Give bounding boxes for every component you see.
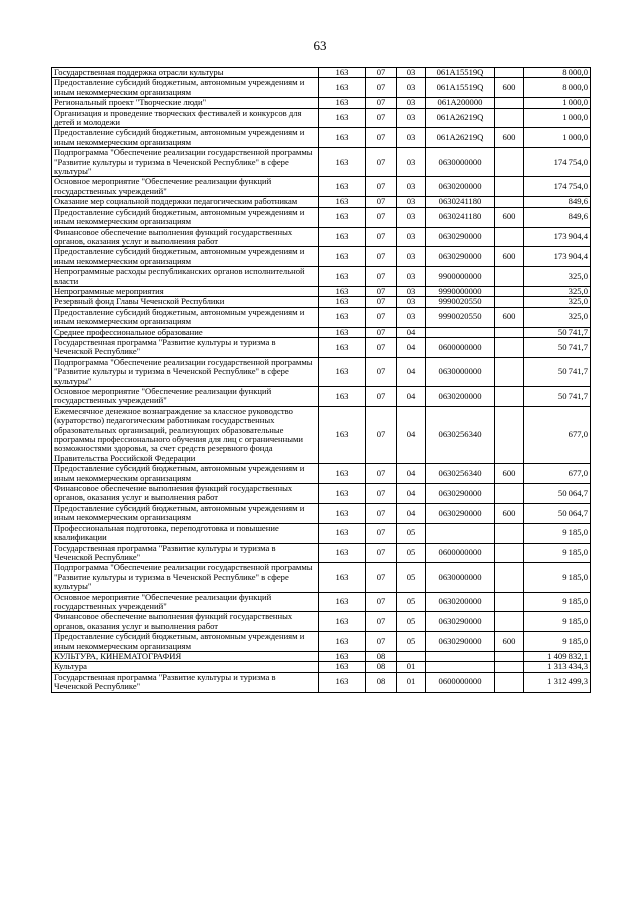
row-amount: 50 741,7 bbox=[524, 387, 591, 407]
row-target-article-code: 0630000000 bbox=[426, 563, 495, 592]
row-target-article-code: 9990020550 bbox=[426, 297, 495, 307]
row-ministry-code: 163 bbox=[319, 543, 366, 563]
row-target-article-code: 0630290000 bbox=[426, 612, 495, 632]
row-amount: 1 000,0 bbox=[524, 128, 591, 148]
table-row bbox=[52, 484, 591, 504]
row-expense-type-code bbox=[495, 612, 524, 632]
row-subsection-code: 03 bbox=[397, 108, 426, 128]
row-amount: 849,6 bbox=[524, 207, 591, 227]
row-subsection-code: 03 bbox=[397, 177, 426, 197]
row-section-code: 07 bbox=[366, 543, 397, 563]
table-row bbox=[52, 78, 591, 98]
row-ministry-code: 163 bbox=[319, 267, 366, 287]
row-amount: 849,6 bbox=[524, 197, 591, 207]
row-subsection-code: 05 bbox=[397, 612, 426, 632]
row-section-code: 07 bbox=[366, 148, 397, 177]
row-name: Подпрограмма "Обеспечение реализации государственной программы "Развитие культуры и туризма в Чеченской Республике" в сфере культуры" bbox=[52, 563, 319, 592]
table-row bbox=[52, 337, 591, 357]
row-ministry-code: 163 bbox=[319, 672, 366, 692]
row-section-code: 07 bbox=[366, 247, 397, 267]
row-target-article-code bbox=[426, 651, 495, 661]
row-expense-type-code: 600 bbox=[495, 464, 524, 484]
row-expense-type-code bbox=[495, 177, 524, 197]
row-ministry-code: 163 bbox=[319, 197, 366, 207]
row-section-code: 07 bbox=[366, 98, 397, 108]
row-target-article-code bbox=[426, 523, 495, 543]
row-amount: 9 185,0 bbox=[524, 592, 591, 612]
row-target-article-code: 0630200000 bbox=[426, 592, 495, 612]
table-row bbox=[52, 503, 591, 523]
row-subsection-code: 03 bbox=[397, 207, 426, 227]
table-row bbox=[52, 207, 591, 227]
row-expense-type-code bbox=[495, 197, 524, 207]
row-name: Государственная программа "Развитие культуры и туризма в Чеченской Республике" bbox=[52, 337, 319, 357]
row-expense-type-code bbox=[495, 327, 524, 337]
row-ministry-code: 163 bbox=[319, 523, 366, 543]
row-section-code: 07 bbox=[366, 632, 397, 652]
row-section-code: 07 bbox=[366, 267, 397, 287]
row-ministry-code: 163 bbox=[319, 68, 366, 78]
row-subsection-code: 03 bbox=[397, 68, 426, 78]
row-expense-type-code bbox=[495, 563, 524, 592]
row-name: Непрограммные расходы республиканских органов исполнительной власти bbox=[52, 267, 319, 287]
row-name: Финансовое обеспечение выполнения функций государственных органов, оказания услуг и выполнения работ bbox=[52, 484, 319, 504]
row-expense-type-code: 600 bbox=[495, 247, 524, 267]
row-ministry-code: 163 bbox=[319, 207, 366, 227]
row-target-article-code: 0630000000 bbox=[426, 357, 495, 386]
table-row bbox=[52, 128, 591, 148]
row-amount: 9 185,0 bbox=[524, 632, 591, 652]
row-target-article-code: 9990000000 bbox=[426, 286, 495, 296]
table-row bbox=[52, 632, 591, 652]
row-ministry-code: 163 bbox=[319, 128, 366, 148]
row-amount: 1 000,0 bbox=[524, 98, 591, 108]
row-section-code: 07 bbox=[366, 387, 397, 407]
row-expense-type-code bbox=[495, 98, 524, 108]
table-row bbox=[52, 651, 591, 661]
row-target-article-code: 0630290000 bbox=[426, 484, 495, 504]
row-section-code: 07 bbox=[366, 464, 397, 484]
row-target-article-code bbox=[426, 327, 495, 337]
row-amount: 325,0 bbox=[524, 297, 591, 307]
table-row bbox=[52, 286, 591, 296]
row-subsection-code: 04 bbox=[397, 337, 426, 357]
table-row bbox=[52, 197, 591, 207]
row-ministry-code: 163 bbox=[319, 337, 366, 357]
row-expense-type-code bbox=[495, 387, 524, 407]
row-name: Предоставление субсидий бюджетным, автономным учреждениям и иным некоммерческим организациям bbox=[52, 307, 319, 327]
row-ministry-code: 163 bbox=[319, 148, 366, 177]
row-name: Предоставление субсидий бюджетным, автономным учреждениям и иным некоммерческим организациям bbox=[52, 247, 319, 267]
row-name: Основное мероприятие "Обеспечение реализации функций государственных учреждений" bbox=[52, 387, 319, 407]
row-section-code: 07 bbox=[366, 357, 397, 386]
row-name: Государственная программа "Развитие культуры и туризма в Чеченской Республике" bbox=[52, 543, 319, 563]
row-amount: 325,0 bbox=[524, 267, 591, 287]
row-name: Предоставление субсидий бюджетным, автономным учреждениям и иным некоммерческим организациям bbox=[52, 207, 319, 227]
row-expense-type-code: 600 bbox=[495, 207, 524, 227]
row-amount: 677,0 bbox=[524, 464, 591, 484]
row-target-article-code: 0600000000 bbox=[426, 672, 495, 692]
row-name: Финансовое обеспечение выполнения функций государственных органов, оказания услуг и выполнения работ bbox=[52, 227, 319, 247]
row-expense-type-code bbox=[495, 267, 524, 287]
row-section-code: 07 bbox=[366, 484, 397, 504]
row-subsection-code: 01 bbox=[397, 662, 426, 672]
budget-table bbox=[51, 67, 591, 693]
table-row bbox=[52, 662, 591, 672]
row-amount: 1 000,0 bbox=[524, 108, 591, 128]
row-expense-type-code bbox=[495, 592, 524, 612]
row-name: Предоставление субсидий бюджетным, автономным учреждениям и иным некоммерческим организациям bbox=[52, 128, 319, 148]
row-subsection-code: 04 bbox=[397, 406, 426, 463]
row-amount: 173 904,4 bbox=[524, 247, 591, 267]
row-ministry-code: 163 bbox=[319, 108, 366, 128]
row-amount: 325,0 bbox=[524, 307, 591, 327]
row-subsection-code: 03 bbox=[397, 197, 426, 207]
row-name: Ежемесячное денежное вознаграждение за классное руководство (кураторство) педагогическим работникам государственных образовательных организаций, реализующих образовательные программы профессионального обучения для лиц с ограниченными возможностями здоровья, за счет средств резервного фонда Правительства Российской Федерации bbox=[52, 406, 319, 463]
row-ministry-code: 163 bbox=[319, 662, 366, 672]
row-target-article-code: 0630200000 bbox=[426, 177, 495, 197]
table-row bbox=[52, 387, 591, 407]
row-amount: 8 000,0 bbox=[524, 68, 591, 78]
row-ministry-code: 163 bbox=[319, 464, 366, 484]
table-row bbox=[52, 267, 591, 287]
row-expense-type-code bbox=[495, 662, 524, 672]
row-target-article-code: 061A15519Q bbox=[426, 78, 495, 98]
row-subsection-code: 05 bbox=[397, 632, 426, 652]
row-subsection-code: 04 bbox=[397, 327, 426, 337]
row-name: Основное мероприятие "Обеспечение реализации функций государственных учреждений" bbox=[52, 592, 319, 612]
row-ministry-code: 163 bbox=[319, 612, 366, 632]
row-subsection-code: 03 bbox=[397, 227, 426, 247]
row-section-code: 07 bbox=[366, 327, 397, 337]
row-amount: 1 409 832,1 bbox=[524, 651, 591, 661]
row-amount: 9 185,0 bbox=[524, 543, 591, 563]
row-amount: 1 312 499,3 bbox=[524, 672, 591, 692]
table-row bbox=[52, 68, 591, 78]
row-expense-type-code bbox=[495, 484, 524, 504]
row-name: Оказание мер социальной поддержки педагогическим работникам bbox=[52, 197, 319, 207]
row-name: Финансовое обеспечение выполнения функций государственных органов, оказания услуг и выполнения работ bbox=[52, 612, 319, 632]
table-row bbox=[52, 177, 591, 197]
row-expense-type-code bbox=[495, 543, 524, 563]
row-section-code: 07 bbox=[366, 177, 397, 197]
table-row bbox=[52, 523, 591, 543]
row-subsection-code: 03 bbox=[397, 297, 426, 307]
row-subsection-code: 04 bbox=[397, 484, 426, 504]
page-number: 63 bbox=[313, 38, 327, 53]
row-ministry-code: 163 bbox=[319, 227, 366, 247]
row-expense-type-code bbox=[495, 651, 524, 661]
table-row bbox=[52, 247, 591, 267]
row-section-code: 07 bbox=[366, 592, 397, 612]
row-subsection-code: 03 bbox=[397, 148, 426, 177]
row-subsection-code: 03 bbox=[397, 98, 426, 108]
row-subsection-code: 03 bbox=[397, 267, 426, 287]
row-subsection-code: 03 bbox=[397, 78, 426, 98]
row-amount: 325,0 bbox=[524, 286, 591, 296]
table-row bbox=[52, 297, 591, 307]
row-name: Основное мероприятие "Обеспечение реализации функций государственных учреждений" bbox=[52, 177, 319, 197]
row-section-code: 07 bbox=[366, 207, 397, 227]
row-expense-type-code bbox=[495, 68, 524, 78]
row-target-article-code: 0630256340 bbox=[426, 406, 495, 463]
row-amount: 173 904,4 bbox=[524, 227, 591, 247]
row-amount: 50 064,7 bbox=[524, 484, 591, 504]
row-subsection-code: 03 bbox=[397, 286, 426, 296]
table-row bbox=[52, 672, 591, 692]
row-name: Резервный фонд Главы Чеченской Республики bbox=[52, 297, 319, 307]
row-target-article-code: 061A200000 bbox=[426, 98, 495, 108]
row-name: Среднее профессиональное образование bbox=[52, 327, 319, 337]
row-expense-type-code bbox=[495, 286, 524, 296]
row-section-code: 07 bbox=[366, 307, 397, 327]
row-amount: 8 000,0 bbox=[524, 78, 591, 98]
row-target-article-code: 9990020550 bbox=[426, 307, 495, 327]
row-subsection-code: 01 bbox=[397, 672, 426, 692]
row-subsection-code: 04 bbox=[397, 387, 426, 407]
row-ministry-code: 163 bbox=[319, 286, 366, 296]
row-section-code: 07 bbox=[366, 523, 397, 543]
row-section-code: 07 bbox=[366, 197, 397, 207]
table-row bbox=[52, 592, 591, 612]
row-amount: 9 185,0 bbox=[524, 612, 591, 632]
row-name: КУЛЬТУРА, КИНЕМАТОГРАФИЯ bbox=[52, 651, 319, 661]
row-expense-type-code bbox=[495, 523, 524, 543]
row-expense-type-code bbox=[495, 672, 524, 692]
table-row bbox=[52, 563, 591, 592]
row-amount: 174 754,0 bbox=[524, 177, 591, 197]
row-name: Предоставление субсидий бюджетным, автономным учреждениям и иным некоммерческим организациям bbox=[52, 78, 319, 98]
row-section-code: 07 bbox=[366, 503, 397, 523]
row-amount: 174 754,0 bbox=[524, 148, 591, 177]
row-name: Подпрограмма "Обеспечение реализации государственной программы "Развитие культуры и туризма в Чеченской Республике" в сфере культуры" bbox=[52, 148, 319, 177]
row-subsection-code: 04 bbox=[397, 503, 426, 523]
table-row bbox=[52, 327, 591, 337]
row-target-article-code: 9900000000 bbox=[426, 267, 495, 287]
row-section-code: 07 bbox=[366, 563, 397, 592]
table-row bbox=[52, 108, 591, 128]
row-target-article-code: 0630256340 bbox=[426, 464, 495, 484]
row-name: Культура bbox=[52, 662, 319, 672]
row-subsection-code: 04 bbox=[397, 357, 426, 386]
row-section-code: 07 bbox=[366, 227, 397, 247]
row-amount: 50 064,7 bbox=[524, 503, 591, 523]
row-ministry-code: 163 bbox=[319, 247, 366, 267]
row-target-article-code bbox=[426, 662, 495, 672]
row-expense-type-code: 600 bbox=[495, 503, 524, 523]
row-subsection-code: 04 bbox=[397, 464, 426, 484]
row-ministry-code: 163 bbox=[319, 503, 366, 523]
row-section-code: 07 bbox=[366, 78, 397, 98]
row-amount: 9 185,0 bbox=[524, 523, 591, 543]
row-target-article-code: 0600000000 bbox=[426, 337, 495, 357]
row-expense-type-code bbox=[495, 148, 524, 177]
row-name: Организация и проведение творческих фестивалей и конкурсов для детей и молодежи bbox=[52, 108, 319, 128]
row-expense-type-code bbox=[495, 297, 524, 307]
row-expense-type-code: 600 bbox=[495, 78, 524, 98]
table-row bbox=[52, 612, 591, 632]
row-ministry-code: 163 bbox=[319, 484, 366, 504]
table-row bbox=[52, 227, 591, 247]
row-amount: 50 741,7 bbox=[524, 357, 591, 386]
row-ministry-code: 163 bbox=[319, 592, 366, 612]
row-name: Предоставление субсидий бюджетным, автономным учреждениям и иным некоммерческим организациям bbox=[52, 632, 319, 652]
row-amount: 1 313 434,3 bbox=[524, 662, 591, 672]
row-section-code: 07 bbox=[366, 68, 397, 78]
row-target-article-code: 061A26219Q bbox=[426, 128, 495, 148]
row-section-code: 08 bbox=[366, 651, 397, 661]
row-expense-type-code: 600 bbox=[495, 307, 524, 327]
row-subsection-code: 03 bbox=[397, 128, 426, 148]
row-name: Профессиональная подготовка, переподготовка и повышение квалификации bbox=[52, 523, 319, 543]
row-ministry-code: 163 bbox=[319, 387, 366, 407]
row-target-article-code: 0630290000 bbox=[426, 632, 495, 652]
row-name: Государственная программа "Развитие культуры и туризма в Чеченской Республике" bbox=[52, 672, 319, 692]
row-subsection-code: 05 bbox=[397, 563, 426, 592]
table-row bbox=[52, 464, 591, 484]
row-ministry-code: 163 bbox=[319, 98, 366, 108]
row-section-code: 08 bbox=[366, 662, 397, 672]
row-ministry-code: 163 bbox=[319, 177, 366, 197]
table-row bbox=[52, 406, 591, 463]
row-expense-type-code: 600 bbox=[495, 632, 524, 652]
row-section-code: 07 bbox=[366, 128, 397, 148]
row-name: Предоставление субсидий бюджетным, автономным учреждениям и иным некоммерческим организациям bbox=[52, 503, 319, 523]
row-ministry-code: 163 bbox=[319, 406, 366, 463]
table-row bbox=[52, 357, 591, 386]
row-target-article-code: 0630290000 bbox=[426, 503, 495, 523]
table-row bbox=[52, 98, 591, 108]
row-subsection-code bbox=[397, 651, 426, 661]
row-ministry-code: 163 bbox=[319, 563, 366, 592]
row-section-code: 07 bbox=[366, 108, 397, 128]
table-row bbox=[52, 148, 591, 177]
row-expense-type-code bbox=[495, 337, 524, 357]
row-subsection-code: 05 bbox=[397, 592, 426, 612]
row-target-article-code: 0630290000 bbox=[426, 227, 495, 247]
row-expense-type-code bbox=[495, 406, 524, 463]
row-ministry-code: 163 bbox=[319, 327, 366, 337]
table-row bbox=[52, 543, 591, 563]
row-ministry-code: 163 bbox=[319, 307, 366, 327]
row-section-code: 08 bbox=[366, 672, 397, 692]
row-target-article-code: 061A15519Q bbox=[426, 68, 495, 78]
row-expense-type-code: 600 bbox=[495, 128, 524, 148]
row-section-code: 07 bbox=[366, 286, 397, 296]
row-amount: 9 185,0 bbox=[524, 563, 591, 592]
row-name: Государственная поддержка отрасли культуры bbox=[52, 68, 319, 78]
row-target-article-code: 0630000000 bbox=[426, 148, 495, 177]
row-ministry-code: 163 bbox=[319, 78, 366, 98]
row-section-code: 07 bbox=[366, 612, 397, 632]
row-ministry-code: 163 bbox=[319, 357, 366, 386]
row-target-article-code: 0630290000 bbox=[426, 247, 495, 267]
row-name: Подпрограмма "Обеспечение реализации государственной программы "Развитие культуры и туризма в Чеченской Республике" в сфере культуры" bbox=[52, 357, 319, 386]
row-ministry-code: 163 bbox=[319, 651, 366, 661]
row-name: Предоставление субсидий бюджетным, автономным учреждениям и иным некоммерческим организациям bbox=[52, 464, 319, 484]
table-row bbox=[52, 307, 591, 327]
row-ministry-code: 163 bbox=[319, 632, 366, 652]
row-expense-type-code bbox=[495, 108, 524, 128]
row-expense-type-code bbox=[495, 227, 524, 247]
budget-table-body bbox=[52, 68, 591, 693]
row-subsection-code: 05 bbox=[397, 523, 426, 543]
row-subsection-code: 03 bbox=[397, 247, 426, 267]
row-section-code: 07 bbox=[366, 297, 397, 307]
row-target-article-code: 0630241180 bbox=[426, 197, 495, 207]
row-name: Непрограммные мероприятия bbox=[52, 286, 319, 296]
row-subsection-code: 05 bbox=[397, 543, 426, 563]
row-amount: 50 741,7 bbox=[524, 337, 591, 357]
row-subsection-code: 03 bbox=[397, 307, 426, 327]
row-amount: 50 741,7 bbox=[524, 327, 591, 337]
row-target-article-code: 0600000000 bbox=[426, 543, 495, 563]
row-target-article-code: 061A26219Q bbox=[426, 108, 495, 128]
row-expense-type-code bbox=[495, 357, 524, 386]
row-amount: 677,0 bbox=[524, 406, 591, 463]
row-section-code: 07 bbox=[366, 337, 397, 357]
row-target-article-code: 0630241180 bbox=[426, 207, 495, 227]
row-name: Региональный проект "Творческие люди" bbox=[52, 98, 319, 108]
row-target-article-code: 0630200000 bbox=[426, 387, 495, 407]
row-ministry-code: 163 bbox=[319, 297, 366, 307]
row-section-code: 07 bbox=[366, 406, 397, 463]
